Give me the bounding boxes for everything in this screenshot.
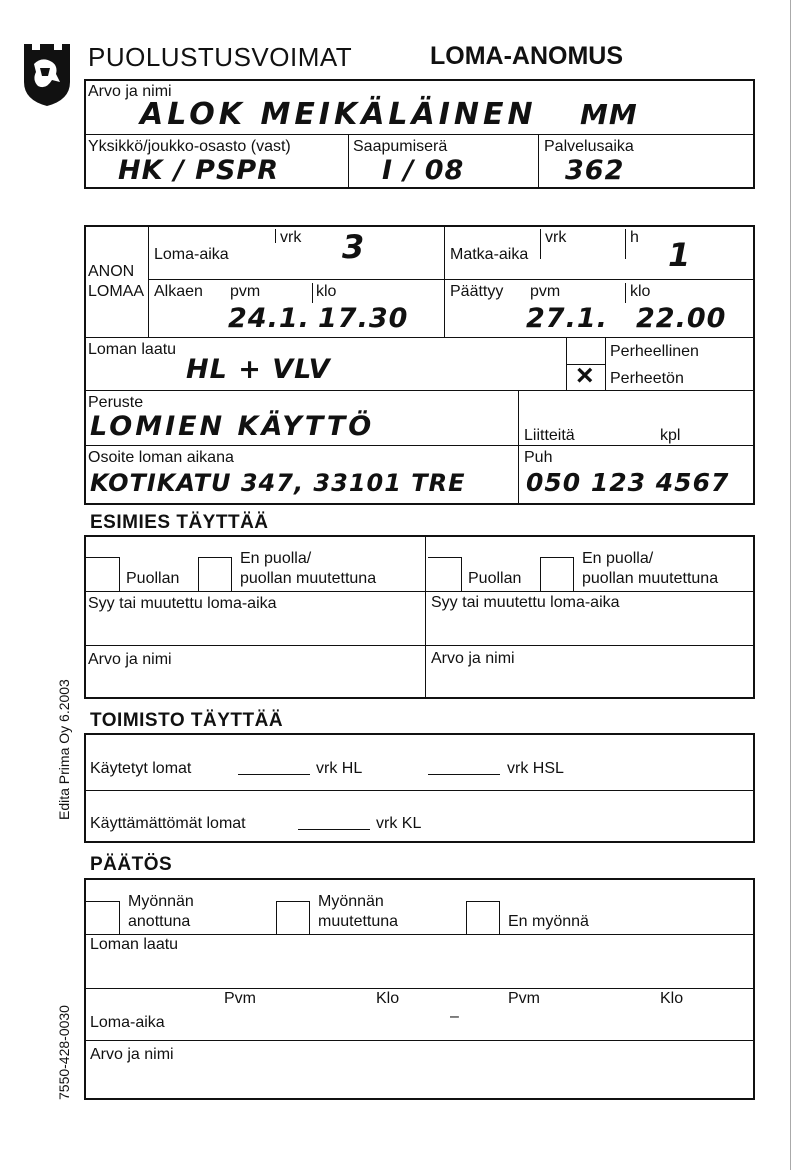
unit-value[interactable]: HK / PSPR [118,155,279,186]
travel-hours-value[interactable]: 1 [668,236,692,274]
grant-changed-label1: Myönnän [318,893,384,910]
start-label: Alkaen [154,283,203,300]
decision-period-dash: – [450,1008,459,1025]
address-label: Osoite loman aikana [88,449,234,466]
apply-label-line2: LOMAA [88,283,145,300]
supervisor-left-reason-label: Syy tai muutettu loma-aika [88,595,277,612]
reason-value[interactable]: LOMIEN KÄYTTÖ [90,411,375,442]
start-date-value[interactable]: 24.1. [228,303,310,334]
used-leave-label: Käytetyt lomat [90,760,192,777]
supervisor-left-nofavor-label1: En puolla/ [240,550,312,567]
decision-date-label-1: Pvm [224,990,256,1007]
duration-days-unit: vrk [280,229,302,246]
service-label: Palvelusaika [544,138,634,155]
end-date-label: pvm [530,283,561,300]
grant-applied-label2: anottuna [128,913,191,930]
attachments-unit: kpl [660,427,681,444]
end-time-value[interactable]: 22.00 [636,303,727,334]
supervisor-right-name-label: Arvo ja nimi [431,650,515,667]
phone-value[interactable]: 050 123 4567 [526,468,730,497]
deny-checkbox[interactable] [466,901,500,935]
address-value[interactable]: KOTIKATU 347, 33101 TRE [90,469,466,497]
decision-time-label-2: Klo [660,990,684,1007]
end-label: Päättyy [450,283,504,300]
intake-value[interactable]: I / 08 [382,155,465,186]
decision-type-label: Loman laatu [90,936,179,953]
form-code: 7550-428-0030 [56,1005,72,1100]
nofamily-check-mark: × [576,359,594,392]
grant-changed-checkbox[interactable] [276,901,310,935]
duration-label: Loma-aika [154,246,229,263]
printer-imprint: Edita Prima Oy 6.2003 [56,679,72,820]
supervisor-left-favor-checkbox[interactable] [86,557,120,591]
used-hl-unit: vrk HL [316,760,363,777]
office-section-title: TOIMISTO TÄYTTÄÄ [90,710,284,731]
service-value[interactable]: 362 [565,155,625,186]
end-time-label: klo [630,283,651,300]
travel-days-unit: vrk [545,229,567,246]
decision-date-label-2: Pvm [508,990,540,1007]
grant-applied-label1: Myönnän [128,893,194,910]
supervisor-right-nofavor-label2: puollan muutettuna [582,570,719,587]
unit-label: Yksikkö/joukko-osasto (vast) [88,138,291,155]
organization-name: PUOLUSTUSVOIMAT [88,42,353,72]
phone-label: Puh [524,449,553,466]
grant-changed-label2: muutettuna [318,913,399,930]
used-hl-field[interactable] [238,774,310,775]
attachments-label: Liitteitä [524,427,575,444]
used-hsl-unit: vrk HSL [507,760,564,777]
travel-label: Matka-aika [450,246,529,263]
start-time-label: klo [316,283,337,300]
reason-label: Peruste [88,394,144,411]
leave-type-label: Loman laatu [88,341,177,358]
used-hsl-field[interactable] [428,774,500,775]
deny-label: En myönnä [508,913,589,930]
supervisor-right-reason-label: Syy tai muutettu loma-aika [431,594,620,611]
end-date-value[interactable]: 27.1. [526,303,608,334]
supervisor-right-favor-label: Puollan [468,570,522,587]
initials-value[interactable]: MM [580,98,638,131]
apply-label-line1: ANON [88,263,135,280]
start-date-label: pvm [230,283,261,300]
unused-kl-field[interactable] [298,829,370,830]
supervisor-section-title: ESIMIES TÄYTTÄÄ [90,512,269,533]
leave-type-value[interactable]: HL + VLV [186,354,331,385]
supervisor-section [84,535,755,699]
grant-applied-checkbox[interactable] [86,901,120,935]
supervisor-left-name-label: Arvo ja nimi [88,651,172,668]
start-time-value[interactable]: 17.30 [318,303,409,334]
form-title: LOMA-ANOMUS [430,42,624,70]
decision-section [84,878,755,1100]
duration-value[interactable]: 3 [342,228,366,266]
supervisor-right-favor-checkbox[interactable] [428,557,462,591]
nofamily-label: Perheetön [610,370,684,387]
rank-name-label: Arvo ja nimi [88,83,172,100]
nofamily-checkbox[interactable] [570,359,602,392]
travel-hours-unit: h [630,229,639,246]
supervisor-right-nofavor-checkbox[interactable] [540,557,574,591]
supervisor-left-nofavor-label2: puollan muutettuna [240,570,377,587]
decision-name-label: Arvo ja nimi [90,1046,174,1063]
coat-of-arms-logo [22,42,72,108]
unused-leave-label: Käyttämättömät lomat [90,815,246,832]
rank-name-value[interactable]: ALOK MEIKÄLÄINEN [140,97,537,132]
unused-kl-unit: vrk KL [376,815,422,832]
decision-time-label-1: Klo [376,990,400,1007]
decision-period-label: Loma-aika [90,1014,165,1031]
supervisor-left-nofavor-checkbox[interactable] [198,557,232,591]
page-edge-line [790,0,791,1170]
supervisor-right-nofavor-label1: En puolla/ [582,550,654,567]
supervisor-left-favor-label: Puollan [126,570,180,587]
intake-label: Saapumiserä [353,138,448,155]
decision-section-title: PÄÄTÖS [90,854,173,875]
family-label: Perheellinen [610,343,699,360]
